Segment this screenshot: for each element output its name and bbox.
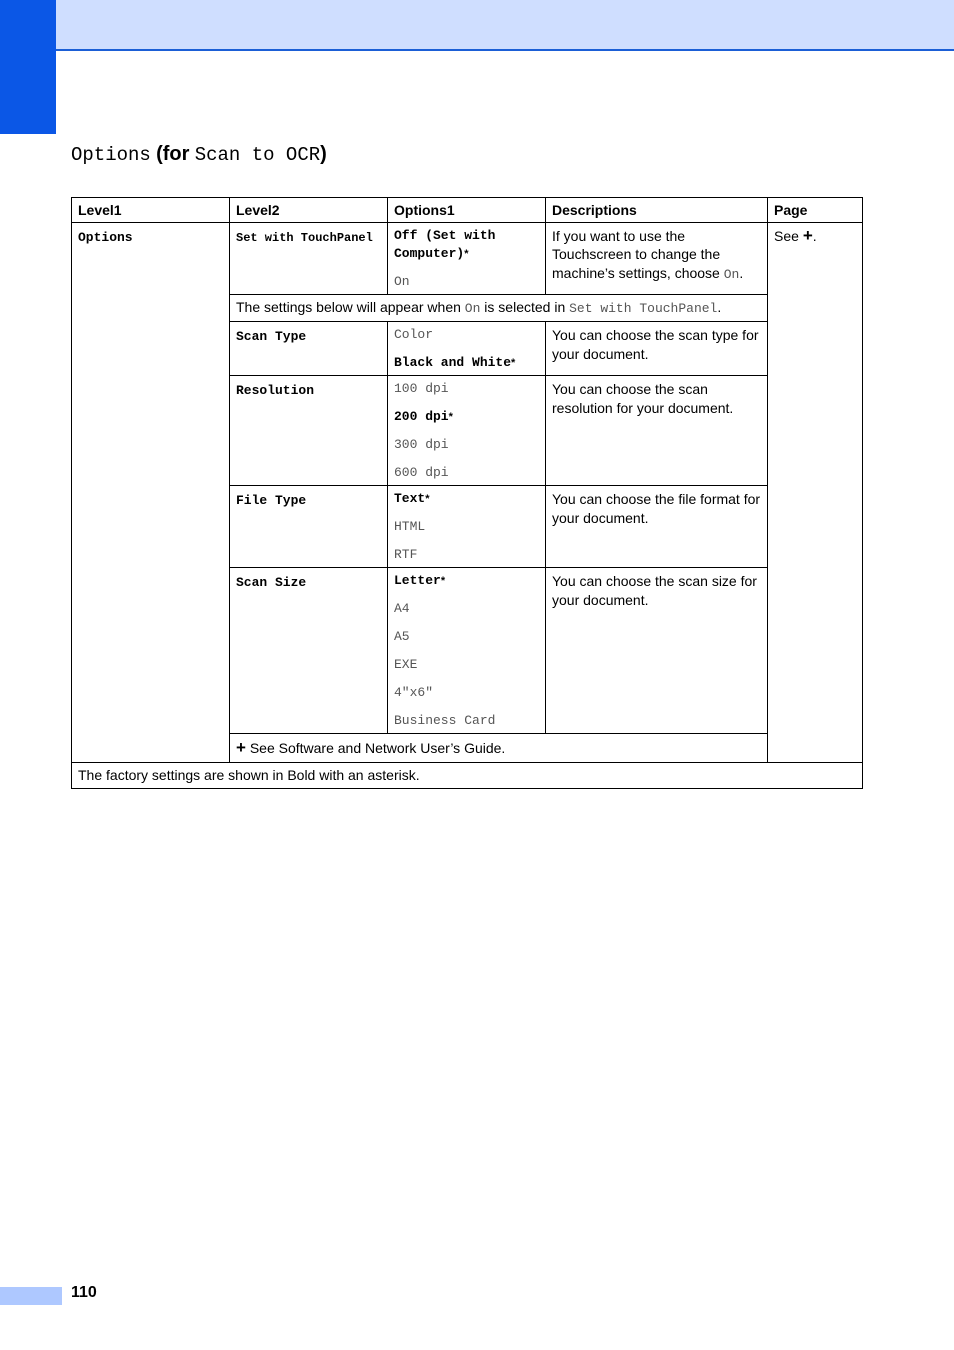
level2-cell: File Type	[230, 486, 388, 568]
footnote-cell: + See Software and Network User’s Guide.	[230, 734, 863, 763]
col-header-page: Page	[768, 198, 863, 223]
heading-code: Scan to OCR	[194, 144, 321, 166]
option-default: 200 dpi*	[394, 409, 453, 425]
level1-cell	[72, 222, 230, 762]
option-item: Color	[394, 327, 434, 343]
option-item: A5	[394, 629, 410, 645]
table-row	[72, 222, 863, 294]
option-default: Letter*	[394, 573, 446, 589]
section-heading	[71, 143, 327, 166]
footnote-cell: The factory settings are shown in Bold with an asterisk.	[72, 762, 863, 789]
description-cell: If you want to use the Touchscreen to change the machine’s settings, choose On.	[546, 222, 768, 294]
description-cell: You can choose the scan resolution for your document.	[546, 376, 768, 486]
plus-symbol-icon: +	[236, 738, 246, 758]
plus-symbol-icon: +	[802, 225, 813, 245]
heading-close: )	[320, 143, 327, 165]
options-cell	[388, 376, 546, 486]
option-item: A4	[394, 601, 410, 617]
option-item: Business Card	[394, 713, 496, 729]
footnote-row	[72, 762, 863, 789]
header-band	[56, 0, 954, 51]
level2-cell: Scan Type	[230, 322, 388, 376]
option-item: 4"x6"	[394, 685, 434, 701]
options-cell	[388, 222, 546, 294]
option-default: Off (Set with Computer)*	[394, 227, 496, 261]
option-item: 600 dpi	[394, 465, 449, 481]
footer-tab	[0, 1287, 62, 1305]
col-header-descriptions: Descriptions	[546, 198, 768, 223]
note-cell: The settings below will appear when On is selected in Set with TouchPanel.	[230, 294, 768, 322]
option-item: On	[394, 273, 410, 289]
heading-prefix: Options	[71, 144, 151, 166]
level2-cell	[230, 222, 388, 294]
description-cell: You can choose the scan size for your document.	[546, 568, 768, 734]
option-item: RTF	[394, 547, 418, 563]
option-item: HTML	[394, 519, 426, 535]
option-item: 300 dpi	[394, 437, 449, 453]
description-cell: You can choose the scan type for your document.	[546, 322, 768, 376]
page-cell: See +.	[768, 222, 863, 762]
description-cell: You can choose the file format for your document.	[546, 486, 768, 568]
level1-value: Options	[78, 229, 133, 245]
page-number: 110	[71, 1284, 97, 1301]
option-item: EXE	[394, 657, 418, 673]
options-cell	[388, 486, 546, 568]
option-default: Text*	[394, 491, 430, 507]
options-cell	[388, 568, 546, 734]
heading-for: (for	[156, 143, 190, 165]
option-item: 100 dpi	[394, 381, 449, 397]
table-header-row	[72, 198, 863, 223]
col-header-level2: Level2	[230, 198, 388, 223]
col-header-level1: Level1	[72, 198, 230, 223]
level2-touchpanel: Set with TouchPanel	[236, 230, 373, 245]
options-cell	[388, 322, 546, 376]
options-table	[71, 197, 863, 789]
level2-cell: Resolution	[230, 376, 388, 486]
chapter-tab	[0, 0, 56, 134]
col-header-options1: Options1	[388, 198, 546, 223]
option-default: Black and White*	[394, 355, 516, 371]
level2-cell: Scan Size	[230, 568, 388, 734]
